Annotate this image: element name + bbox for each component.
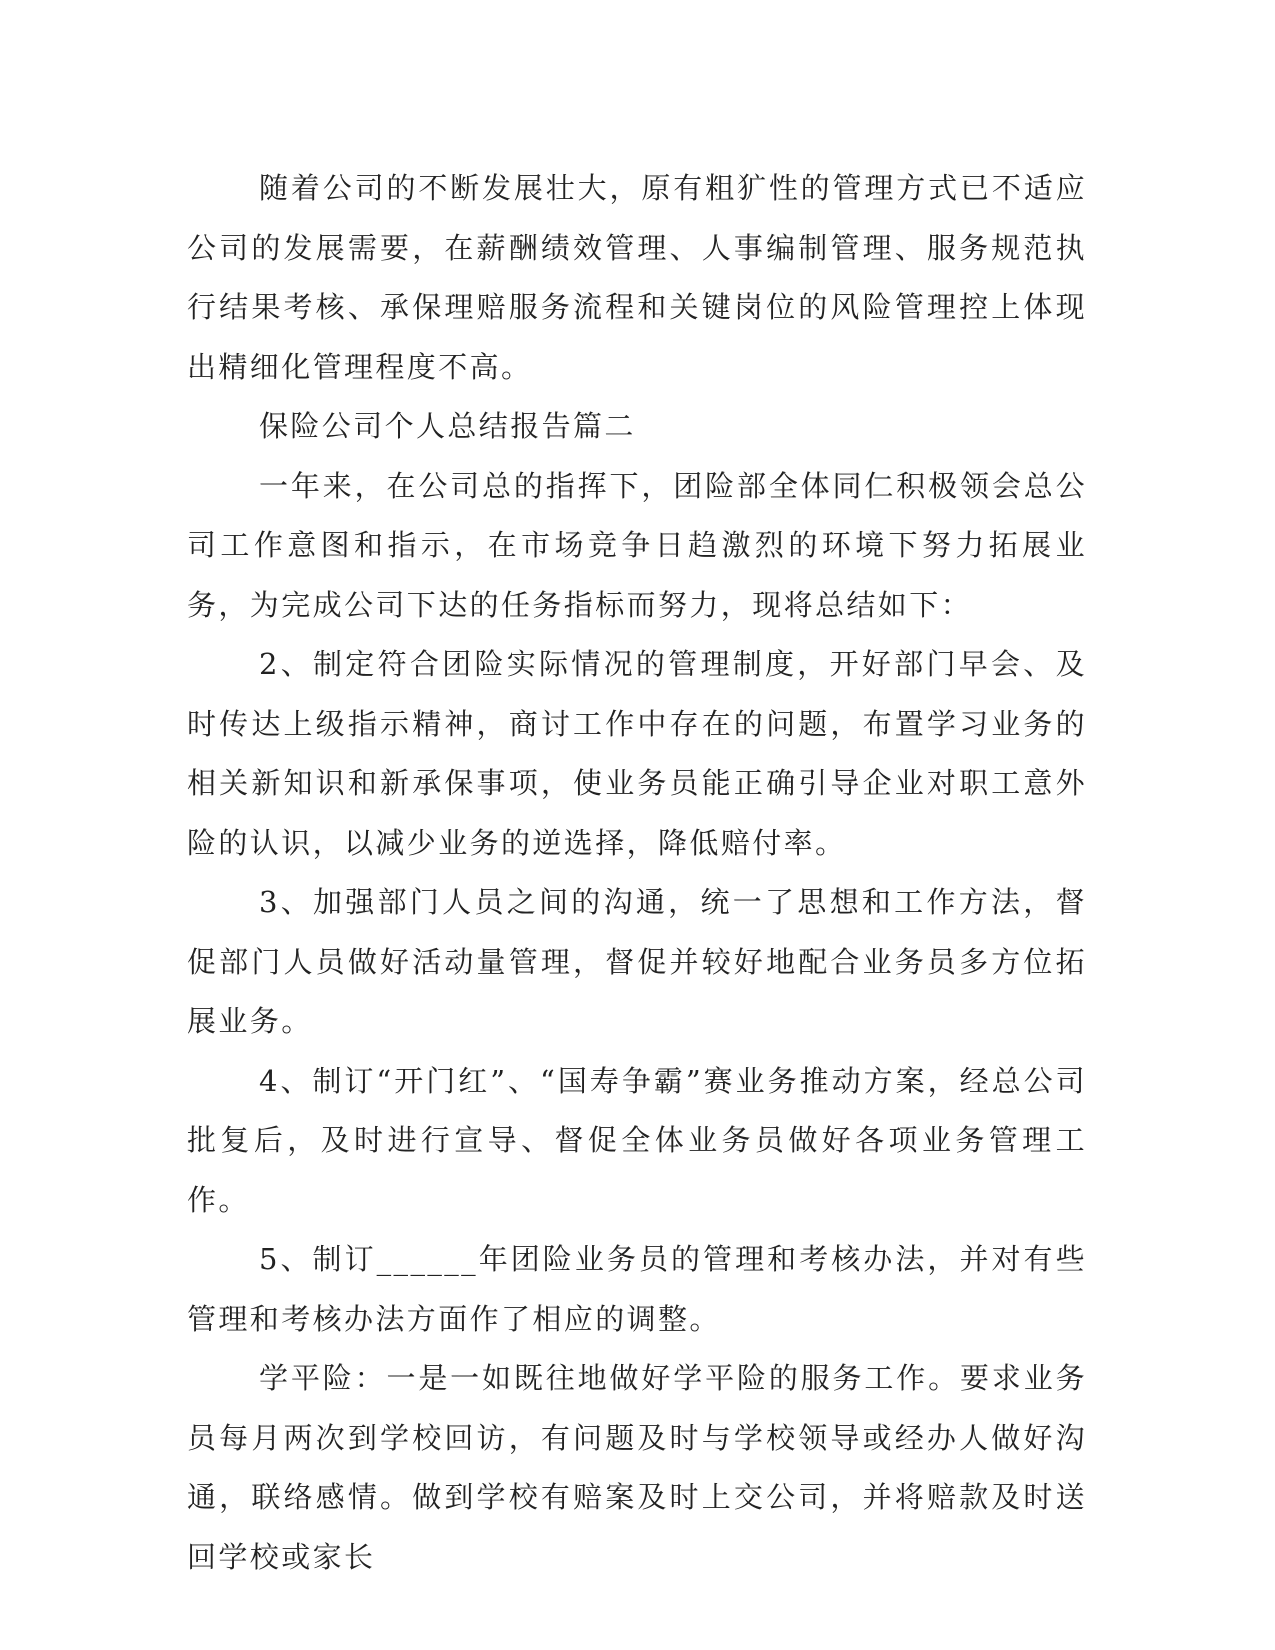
paragraph-item-3: 3、加强部门人员之间的沟通，统一了思想和工作方法，督促部门人员做好活动量管理，督促并较好地配合业务员多方位拓展业务。 (187, 885, 1087, 1038)
paragraph-management-issues: 随着公司的不断发展壮大，原有粗犷性的管理方式已不适应公司的发展需要，在薪酬绩效管理、人事编制管理、服务规范执行结果考核、承保理赔服务流程和关键岗位的风险管理控上体现出精细化管理程度不高。 (187, 171, 1087, 384)
section-heading: 保险公司个人总结报告篇二 (259, 409, 636, 443)
paragraph-student-insurance: 学平险：一是一如既往地做好学平险的服务工作。要求业务员每月两次到学校回访，有问题及时与学校领导或经办人做好沟通，联络感情。做到学校有赔案及时上交公司，并将赔款及时送回学校或家长 (187, 1361, 1087, 1574)
paragraph-item-5: 5、制订______年团险业务员的管理和考核办法，并对有些管理和考核办法方面作了相应的调整。 (187, 1242, 1087, 1336)
paragraph-item-4: 4、制订“开门红”、“国寿争霸”赛业务推动方案，经总公司批复后，及时进行宣导、督促全体业务员做好各项业务管理工作。 (187, 1063, 1087, 1217)
paragraph-intro: 一年来，在公司总的指挥下，团险部全体同仁积极领会总公司工作意图和指示，在市场竞争日趋激烈的环境下努力拓展业务，为完成公司下达的任务指标而努力，现将总结如下： (187, 468, 1087, 622)
document-body (187, 159, 1087, 1587)
paragraph-item-2: 2、制定符合团险实际情况的管理制度，开好部门早会、及时传达上级指示精神，商讨工作中存在的问题，布置学习业务的相关新知识和新承保事项，使业务员能正确引导企业对职工意外险的认识，以减少业务的逆选择，降低赔付率。 (187, 647, 1087, 860)
